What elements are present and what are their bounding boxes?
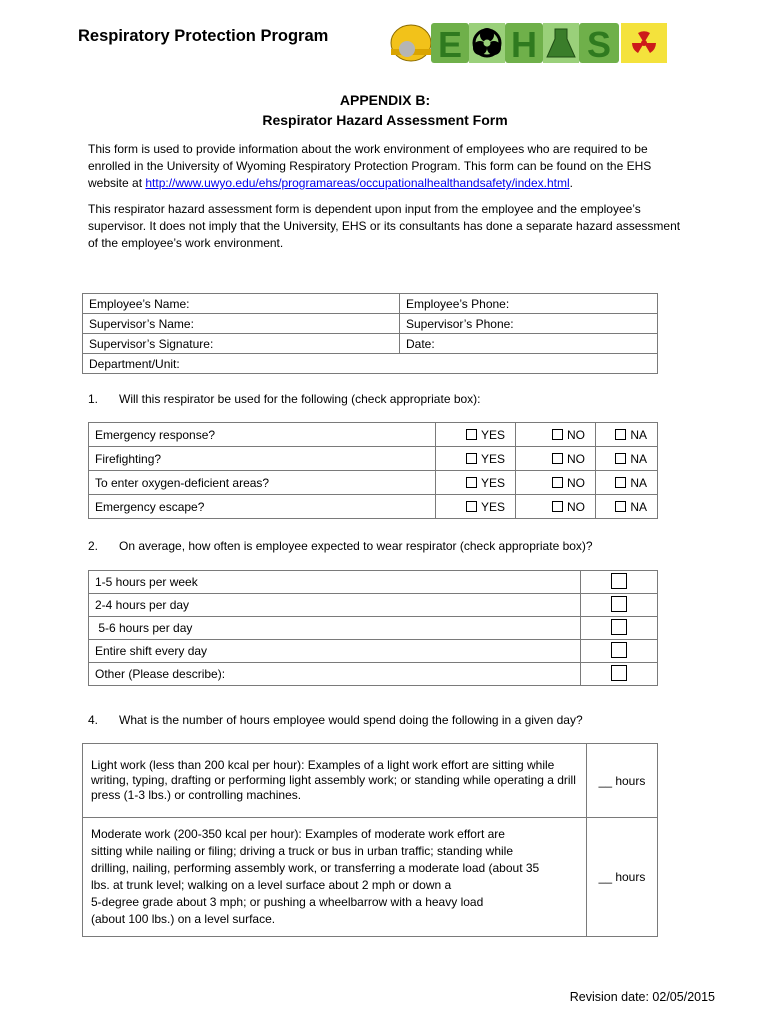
frequency-checkbox[interactable] (581, 617, 658, 640)
yes-checkbox[interactable]: YES (436, 447, 516, 471)
employee-phone-field[interactable]: Employee’s Phone: (400, 294, 658, 314)
respirator-use-table (88, 422, 658, 519)
employee-name-field[interactable]: Employee’s Name: (83, 294, 400, 314)
table-row (89, 471, 658, 495)
appendix-title: APPENDIX B: (339, 92, 431, 108)
light-work-description: Light work (less than 200 kcal per hour): Examples of a light work effort are sitting while writing, typing, drafting or performing light assembly work; or standing while operating a drill press (1-3 lbs.) or controlling machines. (83, 744, 587, 818)
question-1: 1. Will this respirator be used for the following (check appropriate box): (88, 392, 481, 406)
employee-info-table (82, 293, 658, 374)
yes-checkbox[interactable]: YES (436, 471, 516, 495)
no-checkbox[interactable]: NO (516, 423, 596, 447)
frequency-checkbox[interactable] (581, 594, 658, 617)
row-label: Entire shift every day (89, 640, 581, 663)
supervisor-name-field[interactable]: Supervisor’s Name: (83, 314, 400, 334)
light-work-hours-field[interactable]: __ hours (587, 744, 658, 818)
frequency-checkbox[interactable] (581, 663, 658, 686)
na-checkbox[interactable]: NA (596, 447, 658, 471)
table-row (89, 423, 658, 447)
row-label: Emergency response? (89, 423, 436, 447)
ehs-logo (385, 19, 669, 67)
supervisor-signature-field[interactable]: Supervisor’s Signature: (83, 334, 400, 354)
table-row (89, 594, 658, 617)
svg-text:E: E (437, 24, 463, 65)
table-row (83, 744, 658, 818)
revision-date: Revision date: 02/05/2015 (569, 990, 715, 1004)
form-title: Respirator Hazard Assessment Form (262, 112, 508, 128)
hard-hat-icon (391, 25, 431, 61)
question-2: 2. On average, how often is employee expected to wear respirator (check appropriate box)? (88, 539, 593, 553)
department-field[interactable]: Department/Unit: (83, 354, 658, 374)
ehs-website-link[interactable]: http://www.uwyo.edu/ehs/programareas/occupationalhealthandsafety/index.html (145, 176, 570, 190)
disclaimer-paragraph: This respirator hazard assessment form is dependent upon input from the employee and the employee’s supervisor. It does not imply that the University, EHS or its consultants has done a separate hazard assessment of the employee’s work environment. (88, 202, 681, 250)
table-row (89, 640, 658, 663)
table-row (83, 818, 658, 937)
na-checkbox[interactable]: NA (596, 471, 658, 495)
table-row (89, 571, 658, 594)
wear-frequency-table (88, 570, 658, 686)
moderate-work-description: Moderate work (200-350 kcal per hour): Examples of moderate work effort are sitting while nailing or filing; driving a truck or bus in urban traffic; standing while drilling, nailing, performing assembly work, or transferring a moderate load (about 35 lbs. at trunk level; walking on a level surface about 2 mph or down a 5-degree grade about 3 mph; or pushing a wheelbarrow with a heavy load (about 100 lbs.) on a level surface. (83, 818, 587, 937)
row-label: Other (Please describe): (89, 663, 581, 686)
table-row (89, 617, 658, 640)
table-row (89, 663, 658, 686)
row-label: Emergency escape? (89, 495, 436, 519)
intro-paragraph: This form is used to provide information about the work environment of employees who are required to be enrolled in the University of Wyoming Respiratory Protection Program. This form can be found on the EHS website at http://www.uwyo.edu/ehs/programareas/occupationalhealthandsafety/index.html. (88, 142, 652, 190)
no-checkbox[interactable]: NO (516, 471, 596, 495)
yes-checkbox[interactable]: YES (436, 495, 516, 519)
row-label: 2-4 hours per day (89, 594, 581, 617)
question-4: 4. What is the number of hours employee would spend doing the following in a given day? (88, 713, 583, 727)
table-row (89, 447, 658, 471)
program-title: Respiratory Protection Program (78, 27, 329, 45)
na-checkbox[interactable]: NA (596, 495, 658, 519)
frequency-checkbox[interactable] (581, 571, 658, 594)
supervisor-phone-field[interactable]: Supervisor’s Phone: (400, 314, 658, 334)
table-row (89, 495, 658, 519)
date-field[interactable]: Date: (400, 334, 658, 354)
row-label: To enter oxygen-deficient areas? (89, 471, 436, 495)
na-checkbox[interactable]: NA (596, 423, 658, 447)
row-label: Firefighting? (89, 447, 436, 471)
moderate-work-hours-field[interactable]: __ hours (587, 818, 658, 937)
no-checkbox[interactable]: NO (516, 495, 596, 519)
svg-text:S: S (586, 24, 612, 65)
no-checkbox[interactable]: NO (516, 447, 596, 471)
row-label: 1-5 hours per week (89, 571, 581, 594)
svg-text:H: H (511, 24, 537, 65)
frequency-checkbox[interactable] (581, 640, 658, 663)
row-label: 5-6 hours per day (89, 617, 581, 640)
work-hours-table (82, 743, 658, 937)
yes-checkbox[interactable]: YES (436, 423, 516, 447)
